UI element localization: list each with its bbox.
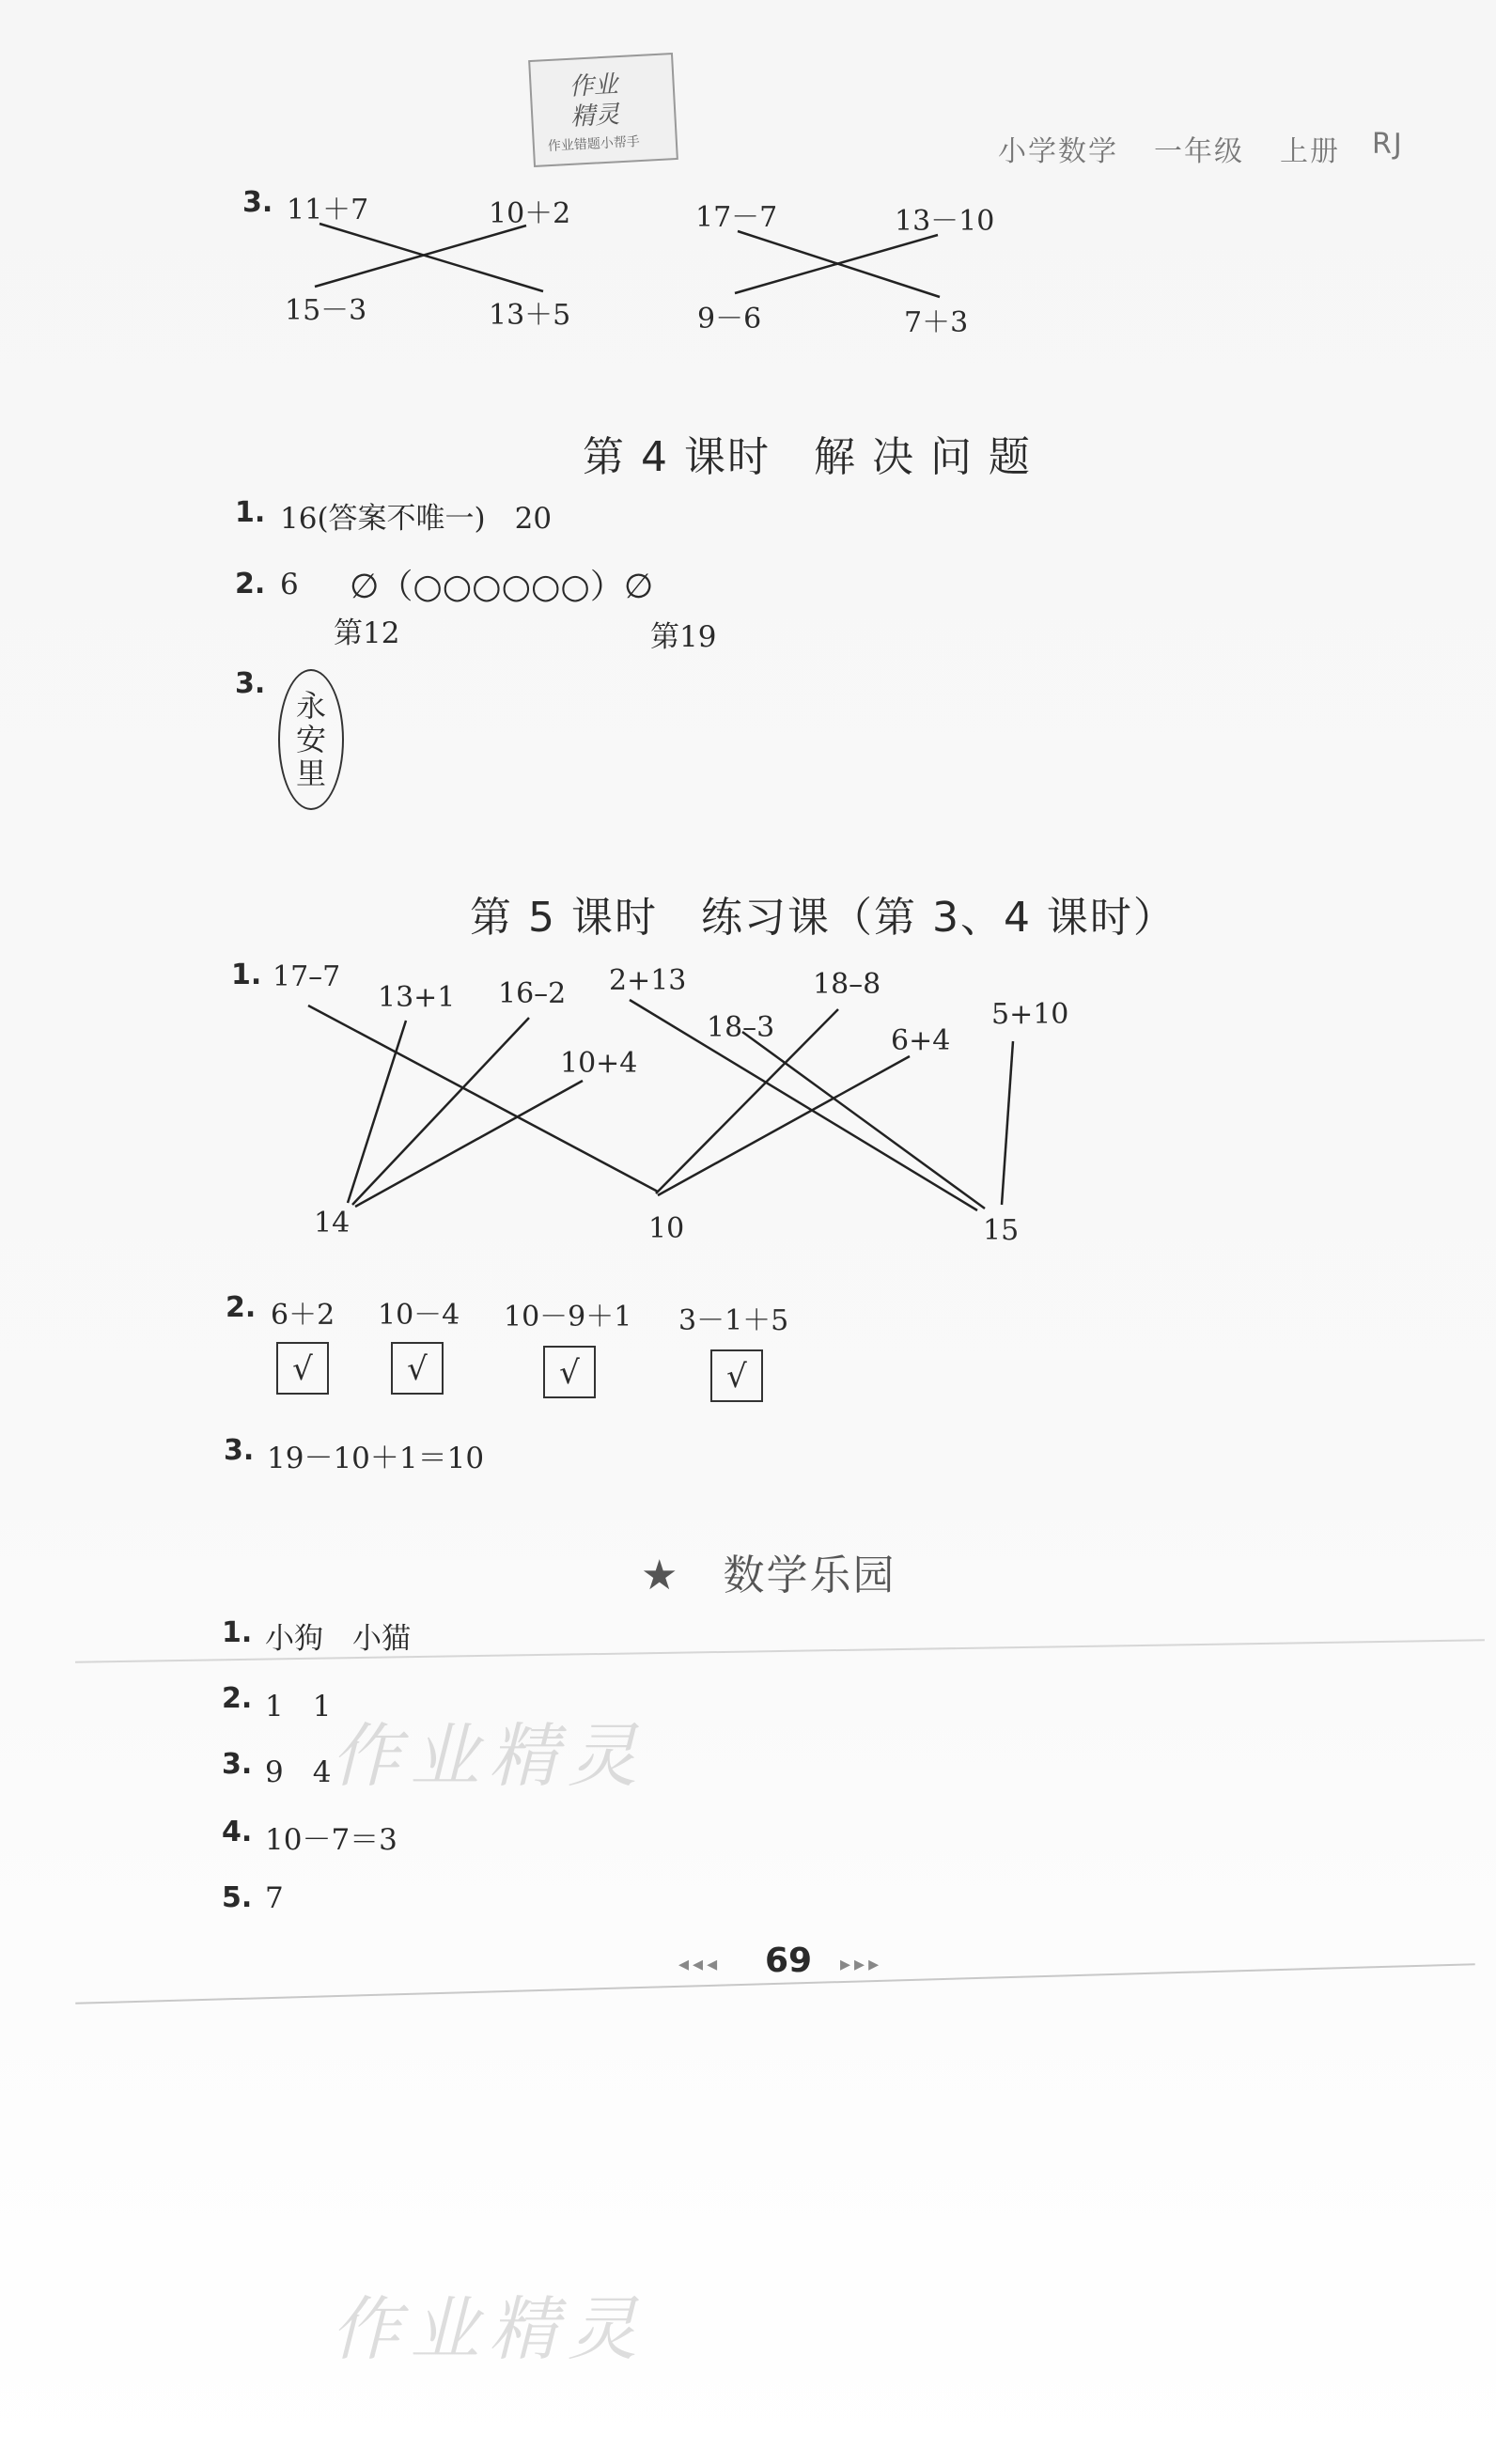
park-item-2-answer: 1 1 xyxy=(265,1690,332,1723)
park-item-1-answer: 小狗 小猫 xyxy=(265,1622,411,1656)
lesson5-title: 第 5 课时 练习课（第 3、4 课时） xyxy=(470,894,1177,942)
footer-arrows-right: ▸▸▸ xyxy=(840,1953,883,1976)
watermark-middle: 作业精灵 xyxy=(331,1716,647,1797)
lesson4-q2-sequence: ∅（○○○○○○）∅ xyxy=(350,568,654,606)
lesson5-q2-expr-3: 10－9＋1 xyxy=(504,1301,632,1333)
oval-char-3: 里 xyxy=(295,756,326,791)
page-number: 69 xyxy=(765,1942,813,1980)
expr-17-minus-7: 17－7 xyxy=(695,201,778,234)
lesson5-q2-expr-1: 6＋2 xyxy=(271,1299,335,1332)
park-item-5-answer: 7 xyxy=(265,1881,284,1915)
lesson4-q3-oval xyxy=(278,669,344,810)
lesson5-q2-expr-2: 10－4 xyxy=(378,1299,460,1332)
park-item-4-number: 4. xyxy=(222,1816,253,1848)
expr-13-minus-10: 13－10 xyxy=(895,205,995,238)
top-q3-number: 3. xyxy=(242,186,273,219)
lesson4-q1-answer: 16(答案不唯一) 20 xyxy=(280,502,553,536)
match-top-18-3: 18–3 xyxy=(707,1011,775,1044)
match-top-6-4: 6+4 xyxy=(891,1024,951,1057)
logo-tagline: 作业错题小帮手 xyxy=(547,134,641,155)
lesson5-q2-number: 2. xyxy=(226,1291,257,1324)
lesson4-q2-label-a: 第12 xyxy=(334,616,400,650)
math-park-title: ★ 数学乐园 xyxy=(641,1552,896,1599)
check-box-2: √ xyxy=(391,1342,444,1395)
lesson5-q2-expr-4: 3－1＋5 xyxy=(678,1304,789,1337)
header-edition: RJ xyxy=(1372,128,1404,161)
expr-13-plus-5: 13＋5 xyxy=(489,299,571,332)
match-top-16-2: 16–2 xyxy=(498,977,567,1010)
lesson5-q1-number: 1. xyxy=(231,959,262,991)
header-volume: 上册 xyxy=(1280,135,1340,168)
match-bottom-15: 15 xyxy=(983,1214,1020,1247)
watermark-bottom: 作业精灵 xyxy=(331,2289,647,2370)
match-top-13-1: 13+1 xyxy=(378,981,456,1014)
check-box-4: √ xyxy=(710,1349,763,1402)
header-subject: 小学数学 xyxy=(998,135,1118,168)
oval-char-2: 安 xyxy=(295,722,326,757)
match-bottom-10: 10 xyxy=(648,1212,685,1245)
park-item-5-number: 5. xyxy=(222,1881,253,1914)
header-grade: 一年级 xyxy=(1154,135,1244,168)
footer-arrows-left: ◂◂◂ xyxy=(678,1953,722,1976)
match-top-18-8: 18–8 xyxy=(813,968,881,1001)
expr-10-plus-2: 10＋2 xyxy=(489,197,571,230)
expr-7-plus-3: 7＋3 xyxy=(904,306,969,339)
check-box-1: √ xyxy=(276,1342,329,1395)
check-box-3: √ xyxy=(543,1346,596,1398)
match-bottom-14: 14 xyxy=(314,1207,351,1240)
logo-line2: 精灵 xyxy=(569,101,621,132)
park-item-3-answer: 9 4 xyxy=(265,1755,332,1789)
oval-char-1: 永 xyxy=(295,688,326,724)
expr-11-plus-7: 11＋7 xyxy=(287,194,369,226)
lesson4-q2-number: 2. xyxy=(235,568,266,600)
lesson4-q2-label-b: 第19 xyxy=(650,620,717,654)
lesson4-q1-number: 1. xyxy=(235,496,266,529)
park-item-2-number: 2. xyxy=(222,1682,253,1715)
match-top-10-4: 10+4 xyxy=(560,1047,638,1080)
expr-9-minus-6: 9－6 xyxy=(697,303,762,335)
lesson4-title: 第 4 课时 解 决 问 题 xyxy=(583,433,1032,481)
match-top-17-7: 17–7 xyxy=(273,960,341,993)
lesson4-q3-number: 3. xyxy=(235,667,266,700)
park-item-1-number: 1. xyxy=(222,1616,253,1649)
expr-15-minus-3: 15－3 xyxy=(285,294,367,327)
park-item-3-number: 3. xyxy=(222,1748,253,1781)
match-top-2-13: 2+13 xyxy=(609,964,687,997)
logo-line1: 作业 xyxy=(568,70,619,101)
match-top-5-10: 5+10 xyxy=(991,998,1069,1031)
lesson5-q3-answer: 19－10＋1＝10 xyxy=(267,1442,485,1475)
park-item-4-answer: 10－7＝3 xyxy=(265,1823,397,1857)
lesson4-q2-value: 6 xyxy=(280,568,299,601)
lesson5-q3-number: 3. xyxy=(224,1434,255,1467)
